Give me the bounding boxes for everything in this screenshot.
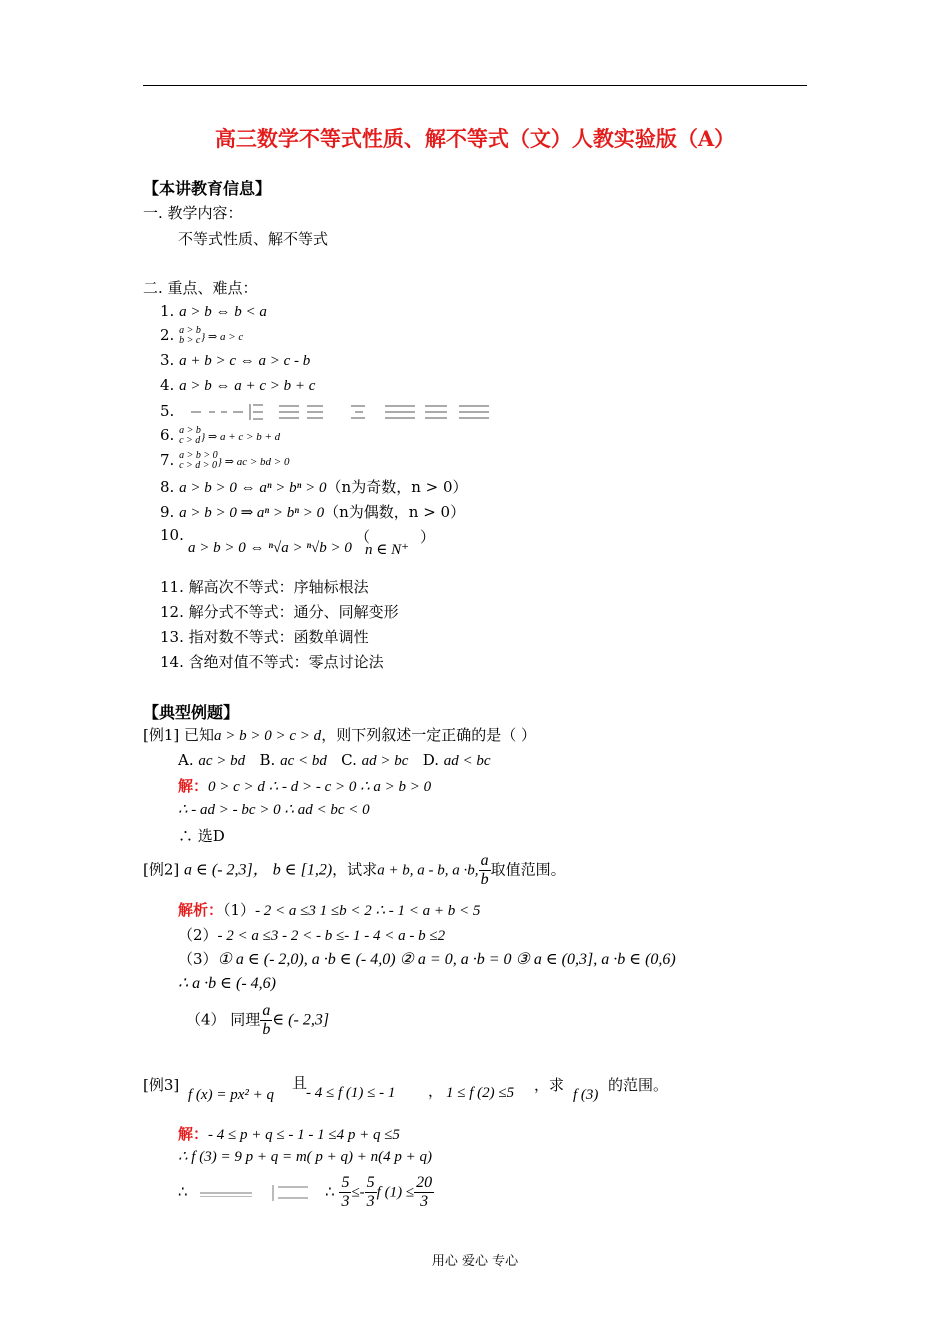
point-10-note: n ∈ N⁺ (365, 542, 410, 558)
point-10-expr: a > b > 0 ⇔ ⁿ√a > ⁿ√b > 0 (188, 540, 352, 556)
point-5: 5. (160, 401, 534, 423)
example-2-solution-line-1: 解析：（1）- 2 < a ≤3 1 ≤b < 2 ∴ - 1 < a + b < 5 (178, 901, 481, 919)
example-1-question: [例1] 已知a > b > 0 > c > d，则下列叙述一定正确的是（ ） (143, 726, 536, 744)
point-10: 10. (160, 526, 184, 544)
point-14: 14. 含绝对值不等式：零点讨论法 (160, 653, 384, 671)
point-6: 6. a > b c > d} ⇒ a + c > b + d (160, 425, 281, 446)
example-1-options (178, 751, 491, 770)
example-3-target: f (3) (573, 1087, 599, 1103)
example-3-and: 且 (292, 1074, 308, 1092)
fraction-5-over-3: $\frac{5}{3}$ (366, 1174, 375, 1210)
example-3-solution-line-3: ∴ ∴ $\frac{5}{3}$ ≤- $\frac{5}{3}$ f (1) ≤ $\frac{20}{3}$ (178, 1174, 433, 1210)
teaching-content-label: 一. 教学内容： (143, 204, 243, 222)
stacked-conditions: a > b b > c (179, 325, 201, 346)
option-d: D. ad < bc (422, 751, 491, 769)
point-2: 2. a > b b > c} ⇒ a > c (160, 325, 244, 346)
example-1-solution-line-2: ∴ - ad > - bc > 0 ∴ ad < bc < 0 (178, 802, 370, 818)
fraction-5-over-3: $\frac{5}{3}$ (341, 1174, 350, 1210)
example-3-comma: ， (428, 1082, 444, 1100)
point-3: 3. a + b > c ⇔ a > c - b (160, 351, 311, 369)
point-12: 12. 解分式不等式：通分、同解变形 (160, 603, 399, 621)
stacked-conditions: a > b c > d (179, 425, 201, 446)
example-2-solution-line-2: （2）- 2 < a ≤3 - 2 < - b ≤- 1 - 4 < a - b ≤2 (178, 926, 446, 944)
point-9: 9. a > b > 0 ⇒ aⁿ > bⁿ > 0（n为偶数，n > 0） (160, 503, 466, 521)
example-3-solution-line-2: ∴ f (3) = 9 p + q = m( p + q) + n(4 p + q) (178, 1149, 432, 1165)
page-title: 高三数学不等式性质、解不等式（文）人教实验版（A） (214, 126, 736, 151)
example-1-solution-line-3: ∴ 选D (178, 827, 225, 845)
page-footer: 用心 爱心 专心 (431, 1254, 519, 1269)
teaching-content-text: 不等式性质、解不等式 (178, 230, 329, 248)
example-1-solution-line-1: 解：0 > c > d ∴ - d > - c > 0 ∴ a > b > 0 (178, 777, 432, 795)
stacked-conditions: a > b > 0 c > d > 0 (179, 450, 218, 471)
header-rule (143, 85, 807, 86)
point-11: 11. 解高次不等式：序轴标根法 (160, 578, 369, 596)
option-a: A. ac > bd (178, 751, 246, 769)
point-10-note-open: （ (355, 528, 371, 546)
example-3-ask: ，求 (534, 1076, 565, 1094)
blurred-formula-image (192, 1182, 320, 1204)
fraction-a-over-b: $\frac{a}{b}$ (480, 852, 489, 888)
key-points-label: 二. 重点、难点： (143, 279, 258, 297)
point-4: 4. a > b ⇔ a + c > b + c (160, 376, 316, 394)
example-3-ask-end: 的范围。 (608, 1076, 669, 1094)
section-heading-info: 【本讲教育信息】 (143, 179, 272, 198)
point-8: 8. a > b > 0 ⇔ aⁿ > bⁿ > 0（n为奇数，n > 0） (160, 478, 468, 496)
example-2-solution-line-3: （3）① a ∈ (- 2,0), a ·b ∈ (- 4,0) ② a = 0, a ·b = 0 ③ a ∈ (0,3], a ·b ∈ (0,6) (178, 950, 676, 968)
example-2-solution-line-4: ∴ a ·b ∈ (- 4,6) (178, 975, 277, 992)
section-heading-examples: 【典型例题】 (143, 703, 240, 722)
point-7: 7. a > b > 0 c > d > 0} ⇒ ac > bd > 0 (160, 450, 290, 471)
point-13: 13. 指对数不等式：函数单调性 (160, 628, 369, 646)
example-3-label: [例3] (143, 1076, 180, 1094)
example-3-solution-line-1: 解：- 4 ≤ p + q ≤ - 1 - 1 ≤4 p + q ≤5 (178, 1125, 400, 1143)
example-2-question: [例2] a ∈ (- 2,3]， b ∈ [1,2)，试求a + b, a - b, a ·b, $\frac{a}{b}$ 取值范围。 (143, 852, 566, 888)
example-2-solution-line-5: （4） 同理 $\frac{a}{b}$ ∈ (- 2,3] (186, 1002, 330, 1038)
fraction-20-over-3: $\frac{20}{3}$ (416, 1174, 433, 1210)
point-1: 1. a > b ⇔ b < a (160, 302, 267, 320)
example-3-function: f (x) = px² + q (188, 1087, 274, 1103)
example-3-condition-1: - 4 ≤ f (1) ≤ - 1 (306, 1085, 396, 1101)
fraction-a-over-b: $\frac{a}{b}$ (262, 1002, 271, 1038)
option-c: C. ad > bc (341, 751, 409, 769)
example-3-condition-2: 1 ≤ f (2) ≤5 (446, 1085, 515, 1101)
blurred-formula-image (179, 401, 534, 423)
point-10-note-close: ） (420, 528, 436, 546)
option-b: B. ac < bd (259, 751, 327, 769)
